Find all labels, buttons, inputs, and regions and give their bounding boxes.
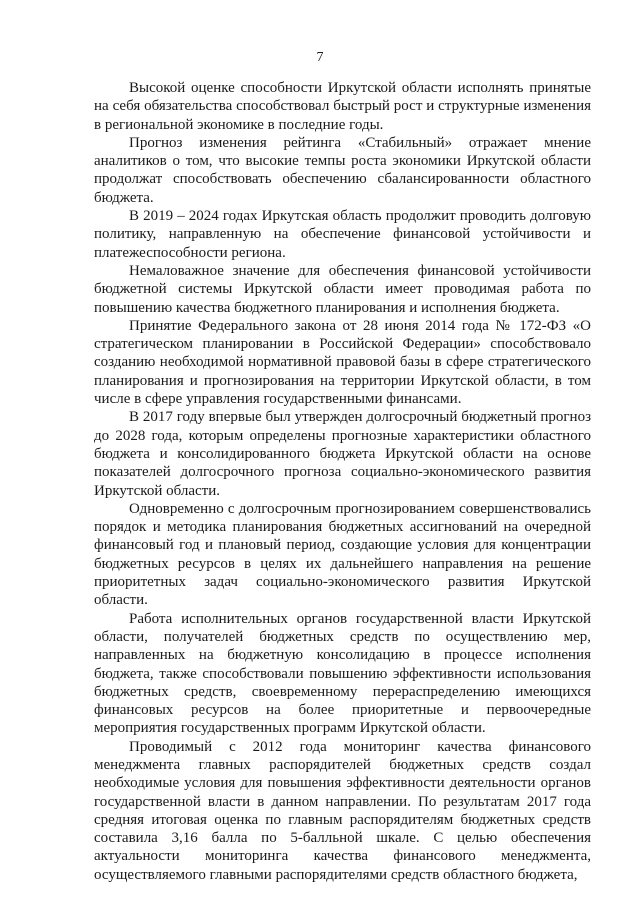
page-number: 7 [316,50,324,65]
paragraph-federal-law: Принятие Федерального закона от 28 июня 2014 года № 172-ФЗ «О стратегическом планировании в Российской Федерации» способствовало созданию необходимой нормативной правовой базы в сфере стратегического планирования и прогнозирования на территории Иркутской области, в том числе в сфере управления государственными финансами. [94,317,591,408]
document-body [94,79,591,884]
paragraph-budget-quality: Немаловажное значение для обеспечения финансовой устойчивости бюджетной системы Иркутской области имеет проводимая работа по повышению качества бюджетного планирования и исполнения бюджета. [94,262,591,316]
paragraph-debt-policy: В 2019 – 2024 годах Иркутская область продолжит проводить долговую политику, направленную на обеспечение финансовой устойчивости и платежеспособности региона. [94,208,591,261]
paragraph-monitoring: Проводимый с 2012 года мониторинг качества финансового менеджмента главных распорядителей бюджетных средств создал необходимые условия для повышения эффективности деятельности органов государственной власти в данном направлении. По результатам 2017 года средняя итоговая оценка по главным распорядителям бюджетных средств составила 3,16 балла по 5-балльной шкале. С целью обеспечения актуальности мониторинга качества финансового менеджмента, осуществляемого главными распорядителями средств областного бюджета, [94,738,591,883]
paragraph-rating-assessment: Высокой оценке способности Иркутской области исполнять принятые на себя обязательства способствовал быстрый рост и структурные изменения в региональной экономике в последние годы. [94,80,591,133]
paragraph-planning-methods: Одновременно с долгосрочным прогнозированием совершенствовались порядок и методика планирования бюджетных ассигнований на очередной финансовый год и плановый период, создающие условия для концентрации бюджетных ресурсов в целях их дальнейшего направления на решение приоритетных задач социально-экономического развития Иркутской области. [94,500,591,609]
paragraph-long-term-forecast: В 2017 году впервые был утвержден долгосрочный бюджетный прогноз до 2028 года, которым определены прогнозные характеристики областного бюджета и консолидированного бюджета Иркутской области на основе показателей долгосрочного прогноза социально-экономического развития Иркутской области. [94,409,591,499]
paragraph-executive-bodies: Работа исполнительных органов государственной власти Иркутской области, получателей бюджетных средств по осуществлению мер, направленных на бюджетную консолидацию в процессе исполнения бюджета, также способствовали повышению эффективности использования бюджетных средств, своевременному перераспределению имеющихся финансовых ресурсов на более приоритетные и первоочередные мероприятия государственных программ Иркутской области. [94,610,591,737]
paragraph-rating-forecast: Прогноз изменения рейтинга «Стабильный» отражает мнение аналитиков о том, что высокие темпы роста экономики Иркутской области продолжат способствовать обеспечению сбалансированности областного бюджета. [94,134,591,206]
